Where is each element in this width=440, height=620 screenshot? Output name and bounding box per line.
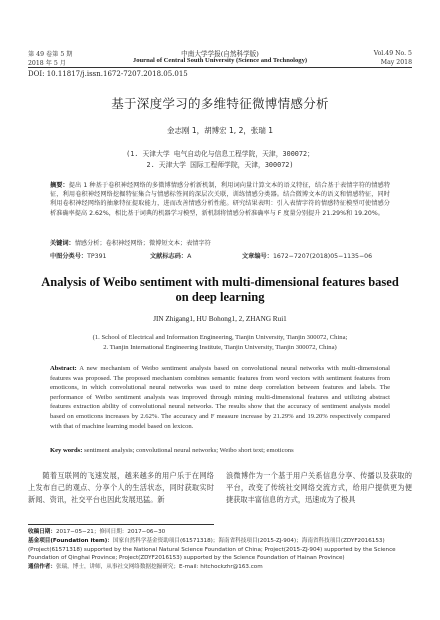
abstract-en <box>50 364 390 431</box>
keywords-cn <box>50 239 390 248</box>
abstract-en-text: A new mechanism of Weibo sentiment analysis based on convolutional neural networks with multi-dimensional features was proposed. The proposed mechanism combines semantic features from word vectors with sentiment features from emoticons, in which convolutional neural networks was used to mine deep correlation between features and labels. The performance of Weibo sentiment analysis was improved through mining multi-dimensional features and utilizing abstract features extraction ability of convolutional neural networks. The results show that the accuracy of sentiment analysis model based on emoticons increases by 2.62%. The accuracy and F measure increase by 21.29% and 19.20% respectively compared with that of machine learning model based on lexicon. <box>50 365 390 430</box>
contact-value: 张瑞，博士，讲师，从事社交网络数据挖掘研究；E-mail: hitchockzhr@163.com <box>55 564 263 570</box>
header-volume-cn: 第 49 卷第 5 期 <box>28 51 73 58</box>
article-number-label: 文章编号： <box>242 253 273 260</box>
doc-code-value: A <box>187 253 192 260</box>
body-paragraph-right: 浪微博作为一个基于用户关系信息分享、传播以及获取的平台，改变了传统社交网络交流方式，给用户提供更为便捷获取丰富信息的方式，迅速成为了极具 <box>226 471 412 504</box>
fund-label: 基金项目(Foundation item)： <box>28 538 113 544</box>
authors-cn: 金志刚 1，胡博宏 1, 2，张瑞 1 <box>166 126 273 135</box>
title-en: Analysis of Weibo sentiment with multi-dimensional features based on deep learning <box>41 275 399 304</box>
clc-label: 中图分类号： <box>50 253 88 260</box>
fund-value: 国家自然科学基金资助项目(61571318)；海南省科技项目(2015-ZJ-904)；海南省科技项目(ZDYF2016153) (Project(61571318) supported by the National Natural Science Foundation of China; Project(2015-ZJ-904) supported by the Science Foundation of Qinghai Province; Project(ZDYF2016153) supported by the Science Foundation of Hainan Province) <box>28 538 396 562</box>
footnote-rule <box>28 524 214 525</box>
abstract-en-label: Abstract: <box>50 365 77 372</box>
affiliation-en-2: 2. Tianjin International Engineering Institute, Tianjin University, Tianjin 300072, China) <box>103 344 337 351</box>
body-column-right <box>226 470 412 506</box>
doi: DOI: 10.11817/j.issn.1672-7207.2018.05.015 <box>28 70 188 78</box>
keywords-cn-text: 情感分析；卷积神经网络；微博短文本；表情字符 <box>74 240 211 247</box>
journal-name-cn: 中南大学学报(自然科学版) <box>181 50 259 58</box>
received-value: 2017−05−21；修回日期：2017−06−30 <box>55 529 166 535</box>
header-rule <box>28 67 412 68</box>
received-label: 收稿日期： <box>28 529 56 535</box>
clc-value: TP391 <box>87 253 107 260</box>
header-date-cn: 2018 年 5 月 <box>28 60 66 67</box>
article-number-value: 1672−7207(2018)05−1135−06 <box>272 253 373 260</box>
footnote-received <box>28 528 412 537</box>
abstract-cn-text: 提出 1 种基于卷积神经网络的多微博情感分析新机制，利用词向量计算文本的语义特征，结合基于表情字符的情感特征，利用卷积神经网络挖掘特征集合与情感标签间的深层次关联，训练情感分类器。结合微博文本的语义和情感特征，同时利用卷积神经网络的抽象特征提取能力，进而改善情感分析性能。研究结果表明：引入表情字符的情感特征模型可使情感分析准确率提高 2.62%，相比基于词典的机器学习模型，新机制将情感分析准确率与 F 度量分别提升 21.29%和 19.20%。 <box>50 182 390 217</box>
footnote-contact <box>28 563 412 572</box>
affiliation-cn-1: (1. 天津大学 电气自动化与信息工程学院，天津，300072； <box>126 150 314 158</box>
authors-en: JIN Zhigang1, HU Bohong1, 2, ZHANG Rui1 <box>153 315 287 323</box>
title-cn: 基于深度学习的多维特征微博情感分析 <box>111 96 329 111</box>
abstract-cn-label: 摘要： <box>50 182 69 189</box>
body-paragraph-left: 随着互联网的飞速发展，越来越多的用户乐于在网络上发布自己的观点、分享个人的生活状态，同时获取实时新闻、资讯，社交平台也因此发展迅猛。新 <box>28 471 214 504</box>
classification-row <box>50 251 390 260</box>
contact-label: 通信作者： <box>28 564 56 570</box>
affiliation-cn-2: 2. 天津大学 国际工程师学院，天津，300072) <box>146 161 294 169</box>
affiliation-en-1: (1. School of Electrical and Information Engineering, Tianjin University, Tianjin 300072, China; <box>92 334 348 341</box>
keywords-en-text: sentiment analysis; convolutional neural networks; Weibo short text; emoticons <box>84 447 294 454</box>
header-volume-en: Vol.49 No. 5 <box>373 50 412 57</box>
abstract-cn <box>50 181 390 218</box>
keywords-en <box>50 446 390 456</box>
body-column-left <box>28 470 214 506</box>
keywords-en-label: Key words: <box>50 447 83 454</box>
footnote-fund <box>28 537 412 563</box>
doc-code-label: 文献标志码： <box>150 253 188 260</box>
keywords-cn-label: 关键词： <box>50 240 75 247</box>
journal-name-en: Journal of Central South University (Science and Technology) <box>132 57 308 64</box>
header-date-en: May 2018 <box>380 59 412 66</box>
